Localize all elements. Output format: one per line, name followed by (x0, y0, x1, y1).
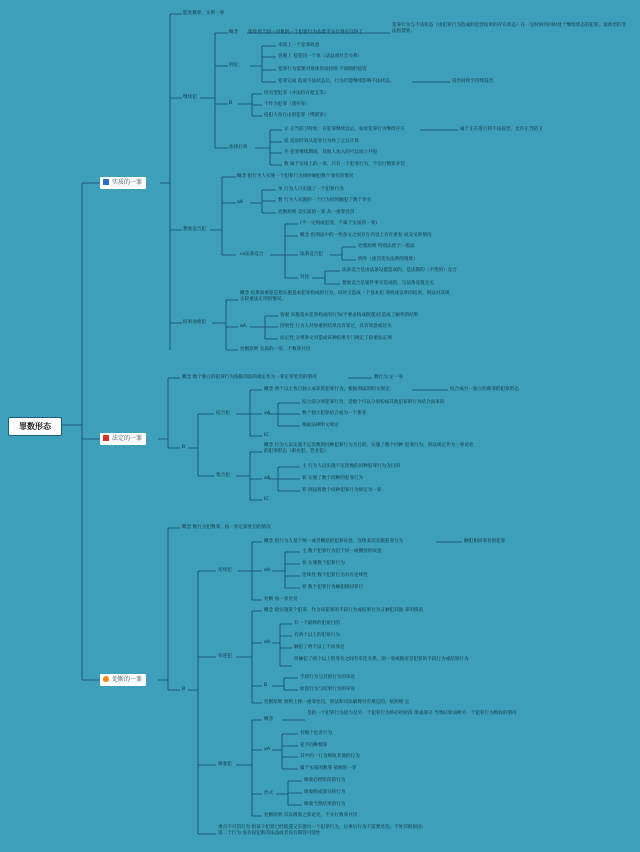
continuing-features-node[interactable]: 特征： (229, 63, 243, 68)
imagined-aa-item: 处断原则 是实质的一罪 从一重罪处罚 (278, 210, 355, 215)
result-aa-node[interactable]: aA (240, 324, 246, 329)
continuing-concept-label: 概念 (229, 30, 239, 35)
result-aa-item: 法定性 分则条文对造成该种结果专门规定了较重法定刑 (280, 336, 392, 341)
fire-icon (103, 676, 109, 682)
implicated-crime-node[interactable]: 牵连犯 (218, 654, 232, 659)
disposal-b-node[interactable]: B (182, 687, 186, 692)
vs-item: 概念 指刑法中的一些条文之间存在内容上存在重复 或交叉的情况 (300, 233, 432, 238)
blue-square-icon (103, 179, 109, 185)
continuing-feature-item: 犯罪行为需要对客体形成持续 不间断的侵害 (278, 67, 367, 72)
continuing-concept-note: 犯罪行为与不法状态（由犯罪行为造成的危害结果的存在状态）在一定时间内同时处于继续状态的犯罪。最典型的非法拘禁罪。 (392, 23, 627, 34)
branch-label: 处断的一罪 (112, 676, 143, 683)
statutory-concept: 概念 数个独立的犯罪行为依据刑法的规定作为一罪定罪处罚的情况 (182, 375, 317, 380)
red-flag-icon (103, 435, 109, 441)
branch-disposal-one-crime[interactable] (100, 674, 146, 686)
continuing-feature-item: 本质上一个犯罪故意 (278, 43, 320, 48)
habitual-ic-node[interactable]: IC (264, 497, 269, 502)
statutory-concept-note: 数行为 定一罪 (374, 375, 404, 380)
result-aggravated-concept: 概念 结果加重犯是指实施基本犯罪构成的行为，同时又造成一个基本犯 罪构成以外的结果，刑法对其规定较重法定刑的情况。 (240, 291, 450, 302)
substantive-definition: 能处数罪，实则一罪 (183, 11, 225, 16)
continuing-type-item: 持有型犯罪（并法持有枪支等） (264, 91, 329, 96)
absorbed-form-item: 吸收组成部分的行为 (304, 790, 346, 795)
root-topic[interactable]: 罪数形态 (8, 417, 62, 436)
continuing-crime-node[interactable]: 继续犯 (183, 95, 197, 100)
continuous-concept-note: 触犯相同罪名的犯罪 (464, 539, 506, 544)
compare-item: 想象竞合是案件事实造成的，与法条设置无关 (342, 281, 434, 286)
absorbed-principle: 处断原则 仅以吸收之罪论处，不实行数罪并罚 (264, 813, 358, 818)
compare-node[interactable]: 对比 (300, 275, 310, 280)
habitual-aa-node[interactable]: aA (264, 476, 270, 481)
implicated-concept: 概念 指实施某个犯罪，作为该犯罪的手段行为或结果行为又触犯其他 罪的情况 (264, 608, 424, 613)
continuous-aa-item: 罪 数个犯罪行为触犯相同罪行 (302, 585, 364, 590)
continuous-aa-item: 客 实施数个犯罪行为 (302, 561, 345, 566)
habitual-concept: 概念 行为人以实施不定次数的同种犯罪行为为目的，实施了数个同种 犯罪行为，刑法规定作为一罪论处的犯罪形态（职业犯、营业犯） (264, 443, 474, 454)
combined-aa-node[interactable]: aA (264, 411, 270, 416)
imagined-aa-item: 单 行为人只实施了一个犯罪行为 (278, 187, 344, 192)
disposal-footnote: 重点不可罚行为 指某个犯罪已经既遂又实施另一个犯罪行为，后事后行为不需要处罚。不处罚的原因：第二个行为 没有侵犯新的法益或者没有期待可能性 (218, 825, 427, 836)
imagined-concurrence-node[interactable]: 想象竞合犯 (183, 227, 206, 232)
branch-label: 实质的一罪 (112, 179, 143, 186)
absorbed-form-item: 吸收必经阶段的行为 (304, 778, 346, 783)
implicated-aa-node[interactable]: aA (264, 640, 270, 645)
continuous-aa-node[interactable]: aA (264, 568, 270, 573)
combined-ic-node[interactable]: IC (264, 433, 269, 438)
vs-item: (不一定构成犯罪，不属于实质的一罪) (300, 221, 378, 226)
continuing-legal-item: 追 追诉时效从犯罪行为终了之日计算 (284, 139, 359, 144)
combined-crime-node[interactable]: 结合犯 (216, 411, 230, 416)
disposal-concept: 概念 数行为犯数罪，按一罪定罪处罚的情况 (182, 525, 271, 530)
imagined-aa-node[interactable]: aA (237, 200, 243, 205)
continuing-legal-item: 正 正当防卫时机：在犯罪继续以后，如果犯罪行为继续存在 (284, 127, 405, 132)
habitual-aa-item: 罪 刑法将数个同种犯罪行为规定为一罪 (302, 488, 382, 493)
continuing-types-node[interactable]: B (229, 101, 233, 106)
imagined-aa-item: 数 行为人实施的一个行为同时触犯了数个罪名 (278, 198, 372, 203)
continuous-principle: 处断 按一罪处罚 (264, 597, 298, 602)
absorbed-forms-node[interactable]: 形式 (264, 791, 274, 796)
combined-aa-item: 根据法律明文规定 (302, 423, 339, 428)
absorbed-aa-item: 其中的一行为吸收其他的行为 (300, 754, 360, 759)
continuing-feature-item: 犯罪完成 造成不法状态后，行为仍能继续影响不法状态。 (278, 79, 395, 84)
continuing-legal-node[interactable]: 法律后果 (229, 145, 248, 150)
absorbed-crime-node[interactable]: 吸收犯 (218, 762, 232, 767)
continuing-legal-item: 共 犯罪继续期间，其他人加入的可以成立共犯 (284, 150, 378, 155)
branch-substantive-one-crime[interactable] (100, 177, 146, 189)
implicated-aa-item: 所触犯了两个以上的罪名之间有牵连关系，即一罪或数罪是犯罪的手段行为或结果行为 (294, 657, 469, 662)
combined-concept-note: 结合成另一独立的新罪的犯罪形态 (450, 387, 519, 392)
implicated-b-item: 原因行为与结果行为的牵连 (300, 687, 356, 692)
continuous-aa-item: 主 数个犯罪行为出于同一或概括的故意 (302, 549, 382, 554)
continuous-aa-item: 连续性 数个犯罪行为具有连续性 (302, 573, 368, 578)
result-aa-item: 客观 实施基本犯罪构成的行为(不要求构成既遂)还造成了额外的结果 (280, 313, 419, 318)
combined-concept: 概念 两个以上各自独立成罪的犯罪行为，根据刑法的明文规定， (264, 387, 395, 392)
concurrence-item: 处理原则 特别法优于一般法 (358, 244, 415, 249)
continuing-concept: 指作用于同一对象的一个犯罪行为从着手实行到实行终了 (248, 30, 363, 35)
imagined-vs-node[interactable]: vs法条竞合 (240, 252, 264, 257)
implicated-b-item: 手段行为与目的行为的牵连 (300, 675, 356, 680)
absorbed-concept-label: 概念 (264, 717, 274, 722)
habitual-aa-item: 客 实施了数个同种的犯罪行为 (302, 476, 364, 481)
absorbed-concept: 是指一个犯罪行为因为是另一个犯罪行为的必经阶段 组成部分 当然结果而被另一个犯罪行为吸收的情况 (307, 711, 517, 716)
statutory-b-node[interactable]: B (182, 445, 186, 450)
absorbed-aa-item: 有数个危害行为 (300, 731, 333, 736)
implicated-aa-item: 有一个最终的犯罪目的 (294, 621, 340, 626)
concurrence-item: 例外（重罚优先法则的情景） (358, 257, 418, 262)
result-principle: 处断原则 实质的一罪，不数罪并罚 (240, 347, 311, 352)
result-aa-item: 因果性 行为人对加重的结果具有罪过，具有故意或过失 (280, 324, 392, 329)
implicated-aa-item: 有两个以上的犯罪行为 (294, 633, 340, 638)
continuing-type-item: 不作为犯罪（遗弃罪） (264, 102, 310, 107)
habitual-crime-node[interactable]: 集合犯 (216, 473, 230, 478)
concurrence-node[interactable]: 法条竞合犯 (300, 252, 323, 257)
compare-item: 法条竞合是由法条设置造成的，是法制的（不变的）竞合 (342, 268, 457, 273)
absorbed-aa-item: 犯不同种数罪 (300, 743, 328, 748)
absorbed-form-item: 吸收当然结果的行为 (304, 802, 346, 807)
branch-statutory-one-crime[interactable] (100, 433, 146, 445)
imagined-concept: 概念 指行为人实施一个犯罪行为同时触犯数个罪名的情况 (237, 174, 354, 179)
continuing-type-item: 侵犯人身自由的犯罪（绑架罪） (264, 113, 329, 118)
habitual-aa-item: 主 行为人以实施不定次数的同种犯罪行为为目的 (302, 464, 400, 469)
combined-aa-item: 结合前分别犯罪行为，是数个可以分别构成其他犯罪的行为结合而来的 (302, 400, 445, 405)
continuing-feature-item: 客观上 侵犯同一个体（法益或社会关系） (278, 54, 363, 59)
continuing-legal-note: 属于正在进行的不法侵害，允许正当防卫 (460, 127, 543, 132)
branch-label: 法定的一罪 (112, 435, 143, 442)
absorbed-aa-item: 属于实质的数罪 依断的一罪 (300, 766, 357, 771)
continuous-crime-node[interactable]: 连续犯 (218, 568, 232, 573)
absorbed-aa-node[interactable]: aA (264, 747, 270, 752)
continuing-legal-item: 数 属于实质上的一罪，只有一个犯罪行为，不实行数罪并罚 (284, 162, 405, 167)
result-aggravated-node[interactable]: 结果加重犯 (183, 320, 206, 325)
implicated-aa-item: 触犯了两个以上不同罪名 (294, 645, 345, 650)
implicated-principle: 处断原则 原则上择一重罪处罚，刑法和司法解释另有规定的，依照规 定 (264, 700, 410, 705)
continuing-feature-note: 侵害持续至持续侵害 (452, 79, 494, 84)
implicated-b-node[interactable]: B (264, 683, 268, 688)
combined-aa-item: 数个独立犯罪结合成为一个新罪 (302, 411, 367, 416)
continuous-concept: 概念 指行为人基于统一或者概括的犯罪故意，连续多次实施犯罪行为 (264, 539, 404, 544)
